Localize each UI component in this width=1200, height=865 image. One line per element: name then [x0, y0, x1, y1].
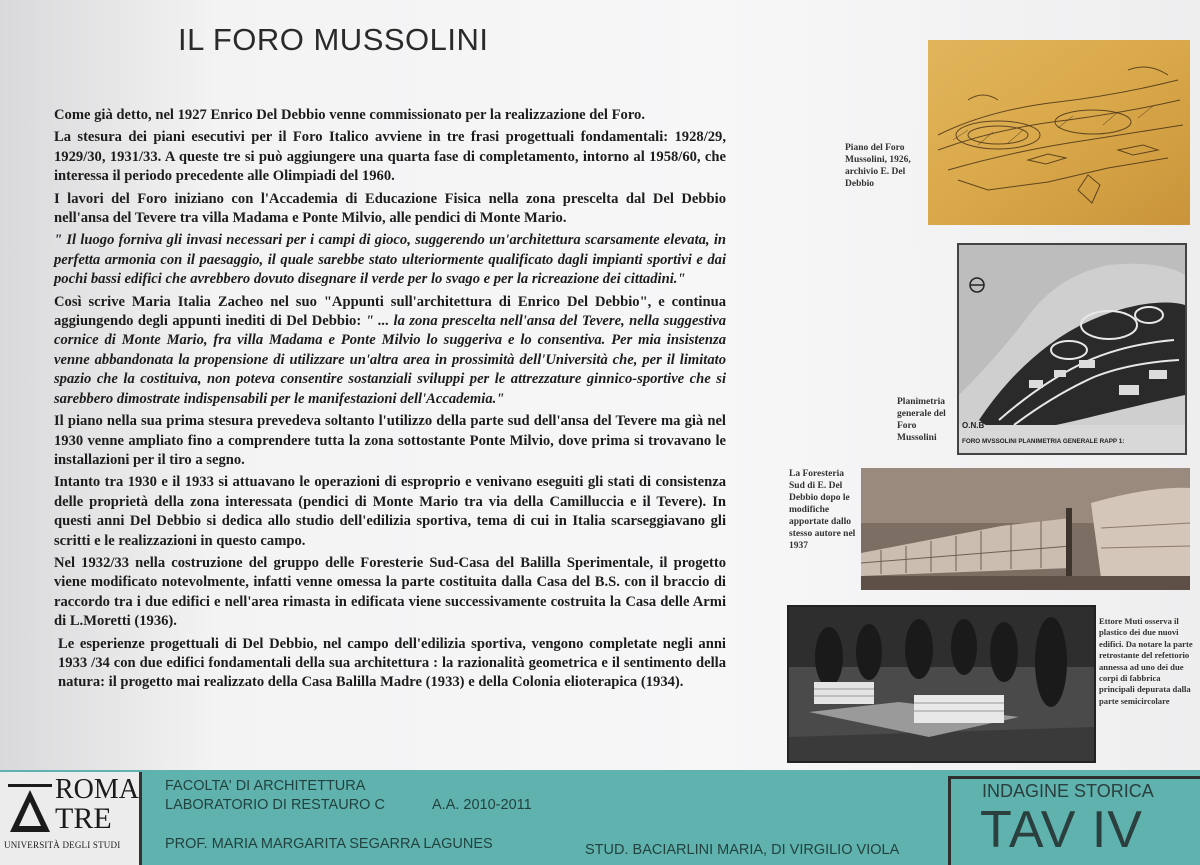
table-number: TAV IV [980, 801, 1143, 859]
paragraph: La stesura dei piani esecutivi per il Foro Italico avviene in tre frasi progettuali fondamentali: 1928/29, 1929/30, 1931/33. A queste tre si può aggiungere una quarta fase di completamento, intorno al 1958/60, che interessa il periodo precedente alle Olimpiadi del 1960. [54, 129, 726, 185]
logo-tre: TRE [55, 802, 112, 835]
page-title: IL FORO MUSSOLINI [178, 22, 489, 57]
paragraph-with-quote [54, 293, 726, 409]
main-text [54, 106, 726, 696]
quote-text: " ... la zona prescelta nell'ansa del Tevere, nella suggestiva cornice di Monte Mario, fra villa Madama e Ponte Milvio lo suggeriva e lo consentiva. Per mia insistenza venne abbandonata la propensione di utilizzare un'altra area in prossimità dell'Università che, per il limitato spazio che la costituiva, non poteva consentire sostanziali sviluppi per le attrezzature ginnico-sportive che si sarebbero dimostrate indispensabili per le manifestazioni dell'Accademia." [54, 313, 726, 407]
paragraph: Le esperienze progettuali di Del Debbio, nel campo dell'edilizia sportiva, vengono completate negli anni 1933 /34 con due edifici fondamentali della sua architettura : la razionalità geometrica e il sentimento della natura: il progetto mai realizzato della Casa Balilla Madre (1933) e della Colonia elioterapica (1934). [58, 635, 726, 691]
plan-bottom-label: FORO MVSSOLINI PLANIMETRIA GENERALE RAPP 1: [962, 438, 1125, 445]
paragraph: Nel 1932/33 nella costruzione del gruppo delle Foresterie Sud-Casa del Balilla Sperimentale, il progetto viene modificato notevolmente, infatti venne omessa la parte costituita dalla Casa del B.S. con il braccio di raccordo tra i due edifici e nell'area rimasta in edificata viene successivamente costruita la Casa delle Armi di L.Moretti (1936). [54, 554, 726, 630]
plan-onb-label: O.N.B [962, 421, 985, 430]
model-inspection-photo [787, 605, 1096, 763]
caption-foresteria: La Foresteria Sud di E. Del Debbio dopo le modifiche apportate dallo stesso autore nel 1937 [789, 469, 856, 551]
caption-plan: Planimetria generale del Foro Mussolini [897, 397, 946, 443]
roma-tre-emblem-icon [8, 784, 52, 836]
site-plan-image [957, 243, 1187, 455]
logo-roma: ROMA [55, 774, 140, 805]
students-label: STUD. BACIARLINI MARIA, DI VIRGILIO VIOLA [585, 842, 900, 858]
sketch-plan-image [928, 40, 1190, 225]
section-label: INDAGINE STORICA [982, 781, 1154, 801]
paragraph: Come già detto, nel 1927 Enrico Del Debbio venne commissionato per la realizzazione del Foro. [54, 107, 645, 123]
caption-sketch: Piano del Foro Mussolini, 1926, archivio E. Del Debbio [845, 143, 911, 189]
paragraph: Intanto tra 1930 e il 1933 si attuavano le operazioni di esproprio e venivano eseguiti gli stati di consistenza delle proprietà della zona interessata (pendici di Monte Mario tra via della Camilluccia e il Tevere). In questi anni Del Debbio si dedica allo studio dell'edilizia sportiva, tema di cui in Italia scarseggiavano gli scritti e le realizzazioni in questo campo. [54, 474, 726, 549]
paragraph: I lavori del Foro iniziano con l'Accademia di Educazione Fisica nella zona prescelta dal Del Debbio nell'ansa del Tevere tra villa Madama e Ponte Milvio, alle pendici di Monte Mario. [54, 190, 726, 227]
logo-university: UNIVERSITÀ DEGLI STUDI [4, 840, 121, 850]
quote-lead: Così scrive Maria Italia Zacheo nel suo "Appunti sull'architettura di Enrico Del Debbio", e continua aggiungendo degli appunti inediti di Del Debbio: [54, 293, 726, 330]
academic-year: A.A. 2010-2011 [432, 797, 532, 813]
paragraph: Il piano nella sua prima stesura prevedeva soltanto l'utilizzo della parte sud dell'ansa del Tevere ma già nel 1930 venne ampliato fino a comprendere tutta la zona sottostante Ponte Milvio, dove prima si trovavano le installazioni per il tiro a segno. [54, 413, 726, 468]
foresteria-photo [861, 468, 1190, 590]
lab-label: LABORATORIO DI RESTAURO C [165, 797, 385, 813]
professor-label: PROF. MARIA MARGARITA SEGARRA LAGUNES [165, 836, 493, 852]
caption-muti: Ettore Muti osserva il plastico dei due nuovi edifici. Da notare la parte retrostante del refettorio annessa ad uno dei due corpi di fabbrica principali depurata dalla parte semicircolare [1099, 616, 1193, 706]
quote-paragraph: " Il luogo forniva gli invasi necessari per i campi di gioco, suggerendo un'architettura scarsamente elevata, in perfetta armonia con il paesaggio, il quale sarebbe stato ulteriormente qualificato dagli impianti sportivi e dai pochi bassi edifici che avrebbero dovuto disegnare il verde per lo svago e per la ricreazione dei cittadini." [54, 232, 726, 288]
faculty-label: FACOLTA' DI ARCHITETTURA [165, 778, 366, 794]
